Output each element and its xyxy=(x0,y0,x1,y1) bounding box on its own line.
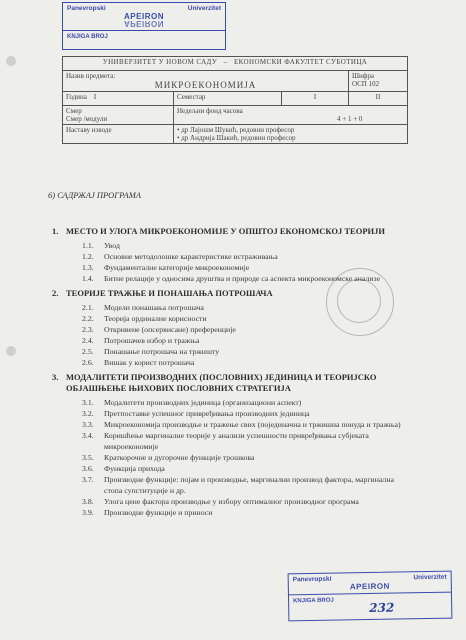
subject-cell xyxy=(63,71,349,92)
teacher-2: • др Андрија Шакић, редовни професор xyxy=(177,134,296,142)
faculty-name: ЕКОНОМСКИ ФАКУЛТЕТ СУБОТИЦА xyxy=(233,58,368,66)
list-item: 3.2. Претпоставке успешног привређивања производних јединица xyxy=(82,409,310,418)
year-label: Година xyxy=(66,93,87,101)
stamp-logo: APEIRON xyxy=(349,581,390,592)
chapter-items xyxy=(82,302,404,368)
module-label: Смер /модули xyxy=(66,115,108,123)
course-header-table xyxy=(62,56,408,144)
university-name: УНИВЕРЗИТЕТ У НОВОМ САДУ xyxy=(102,58,218,66)
list-item: 3.8. Улога цене фактора производње у избору оптималног производног програма xyxy=(82,497,359,506)
teacher-1: • др Лајошм Шукић, редовни професор xyxy=(177,126,295,134)
stamp-text: Univerzitet xyxy=(413,573,447,582)
list-item: 2.3. Откривене (опсервисане) преференције xyxy=(82,325,236,334)
chapter-title: МОДАЛИТЕТИ ПРОИЗВОДНИХ (ПОСЛОВНИХ) ЈЕДИНИЦА И ТЕОРИЈСКО ОБЈАШЊЕЊЕ ЊИХОВИХ ПОСЛОВНИХ СТРАТЕГИЈА xyxy=(66,372,377,393)
semester-value-2: II xyxy=(375,93,381,101)
weekly-label: Недељни фонд часова xyxy=(177,107,243,115)
list-item: 2.4. Потрошачев избор и тражња xyxy=(82,336,200,345)
chapter-items xyxy=(82,397,404,518)
registration-stamp-top xyxy=(62,2,226,50)
semester-value: I xyxy=(313,93,317,101)
list-item: 3.1. Модалитети производних јединица (организациони аспект) xyxy=(82,398,302,407)
stamp-text: Panevropski xyxy=(292,575,332,584)
chapter-heading: 3. МОДАЛИТЕТИ ПРОИЗВОДНИХ (ПОСЛОВНИХ) ЈЕДИНИЦА И ТЕОРИЈСКО ОБЈАШЊЕЊЕ ЊИХОВИХ ПОСЛОВНИХ СТРАТЕГИЈА xyxy=(52,372,404,394)
weekly-value: 4 + 1 + 0 xyxy=(337,115,363,123)
semester-value-2-cell xyxy=(349,92,408,106)
semester-value-cell xyxy=(282,92,349,106)
code-value: ОСП 102 xyxy=(352,80,380,88)
direction-label: Смер xyxy=(66,107,82,115)
header-title-row: УНИВЕРЗИТЕТ У НОВОМ САДУ – ЕКОНОМСКИ ФАКУЛТЕТ СУБОТИЦА xyxy=(63,57,408,71)
teachers-cell xyxy=(174,125,408,144)
handwritten-number: 232 xyxy=(369,600,395,616)
stamp-reg-label: KNJIGA BROJ xyxy=(289,592,451,608)
stamp-logo-mirror: APEIRON xyxy=(124,19,164,28)
list-item: 3.4. Коришћење маргиналне теорије у анализи успешности привређивања субјеката микроекономије xyxy=(82,431,369,451)
list-item: 3.6. Функција прихода xyxy=(82,464,165,473)
code-label: Шифра xyxy=(352,72,374,80)
list-item: 1.3. Фундаменталне категорије микроекономије xyxy=(82,263,250,272)
year-cell xyxy=(63,92,174,106)
list-item: 1.2. Основне методолошке карактеристике истраживања xyxy=(82,252,278,261)
chapter-title: МЕСТО И УЛОГА МИКРОЕКОНОМИЈЕ У ОПШТОЈ ЕКОНОМСКОЈ ТЕОРИЈИ xyxy=(66,226,385,236)
semester-label-cell xyxy=(174,92,282,106)
stamp-reg-label: KNJIGA BROJ xyxy=(63,30,225,43)
list-item: 1.1. Увод xyxy=(82,241,120,250)
punch-hole xyxy=(6,56,16,66)
year-value: I xyxy=(93,93,97,101)
list-item: 3.5. Краткорочне и дугорочне функције трошкова xyxy=(82,453,255,462)
semester-label: Семестар xyxy=(177,93,206,101)
teachers-label-cell xyxy=(63,125,174,144)
chapter-items xyxy=(82,240,404,284)
registration-stamp-bottom xyxy=(288,571,453,622)
direction-cell xyxy=(63,106,174,125)
chapter-heading: 2. ТЕОРИЈЕ ТРАЖЊЕ И ПОНАШАЊА ПОТРОШАЧА xyxy=(52,288,273,298)
chapter-title: ТЕОРИЈЕ ТРАЖЊЕ И ПОНАШАЊА ПОТРОШАЧА xyxy=(66,288,273,298)
list-item: 2.6. Вишак у корист потрошача xyxy=(82,358,195,367)
punch-hole xyxy=(6,346,16,356)
list-item: 3.9. Производне функције и приноси xyxy=(82,508,213,517)
teachers-label: Наставу изводе xyxy=(66,126,112,134)
chapter-heading: 1. МЕСТО И УЛОГА МИКРОЕКОНОМИЈЕ У ОПШТОЈ ЕКОНОМСКОЈ ТЕОРИЈИ xyxy=(52,226,385,236)
list-item: 2.1. Модели понашања потрошача xyxy=(82,303,204,312)
list-item: 2.2. Теорија ординалне корисности xyxy=(82,314,207,323)
stamp-text: Univerzitet xyxy=(187,5,221,12)
stamp-logo: APEIRON xyxy=(124,12,164,21)
program-content xyxy=(52,226,404,522)
weekly-cell xyxy=(174,106,408,125)
subject-name: МИКРОЕКОНОМИЈА xyxy=(154,80,257,90)
list-item: 3.7. Производне функције: појам и производње, маргинални производ фактора, маргинална стопа супституције и др. xyxy=(82,475,394,495)
stamp-text: Panevropski xyxy=(67,5,106,12)
list-item: 3.3. Микроекономија производње и тражење свих (појединачна и тржишна понуда и тражња) xyxy=(82,420,401,429)
code-cell xyxy=(349,71,408,92)
list-item: 2.5. Понашање потрошача на тржишту xyxy=(82,347,220,356)
list-item: 1.4. Битне релације у односима друштва и природе са аспекта микроекономске анализе xyxy=(82,274,381,283)
section-title: 6) САДРЖАЈ ПРОГРАМА xyxy=(48,190,142,200)
subject-label: Назив предмета: xyxy=(66,72,116,80)
